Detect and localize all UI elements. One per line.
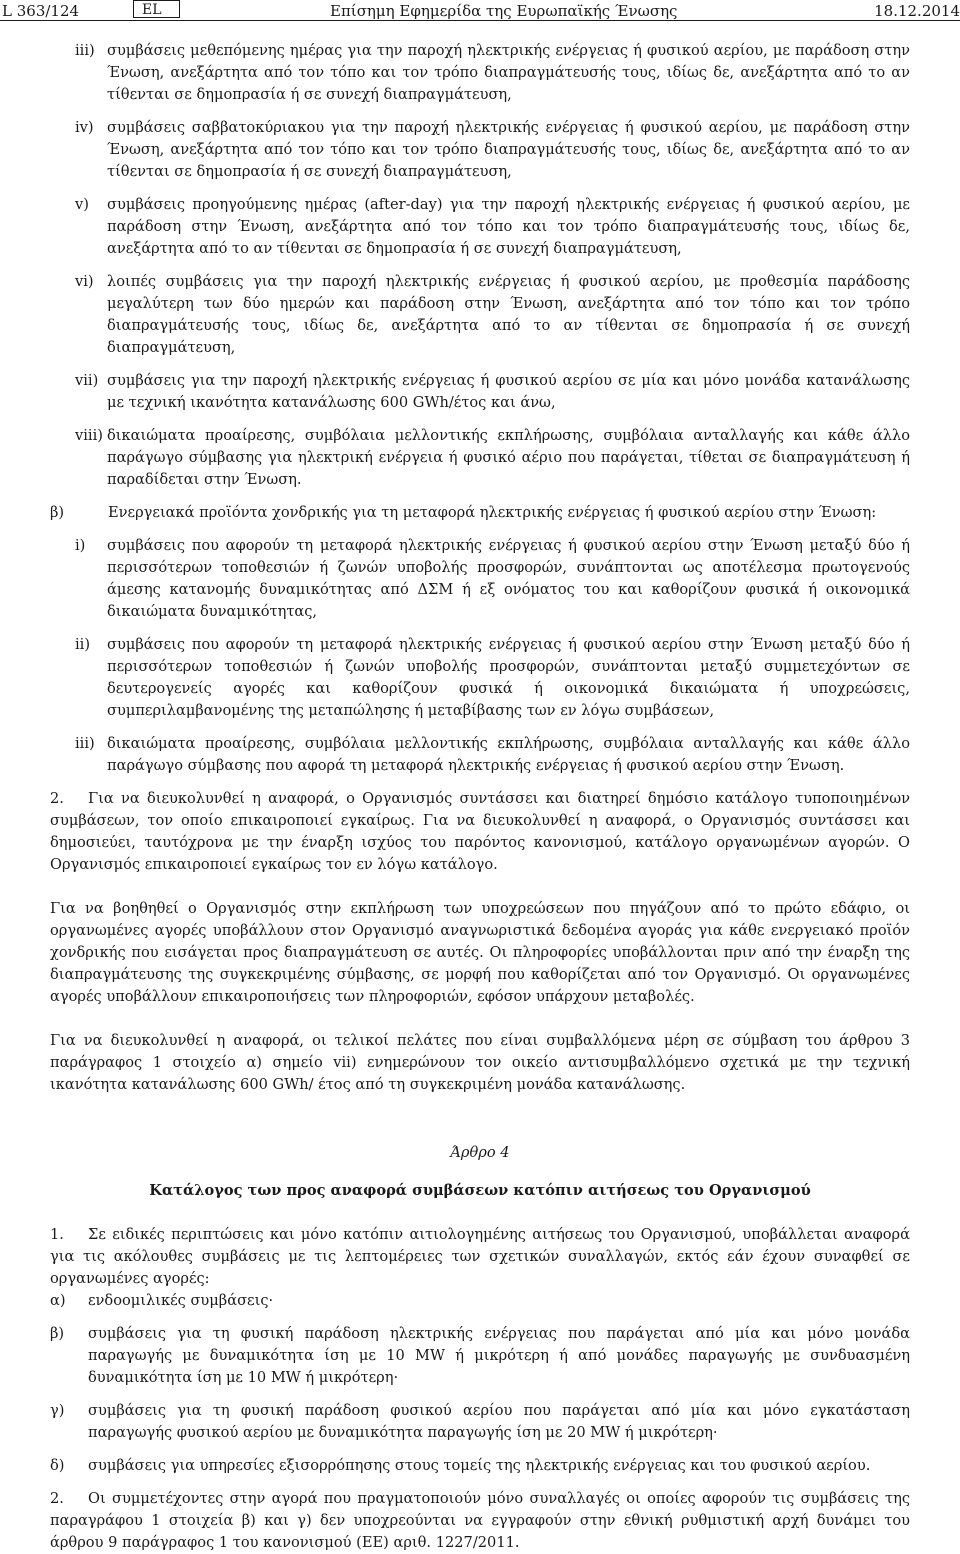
language-badge: EL (133, 0, 180, 18)
paragraph-text: Σε ειδικές περιπτώσεις και μόνο κατόπιν αιτιολογημένης αιτήσεως του Οργανισμού, υποβάλλεται αναφορά για τις ακόλουθες συμβάσεις με τις λεπτομέρειες των σχετικών συναλλαγών, εκτός εάν έχουν συναφθεί σε οργανωμένες αγορές: (50, 1226, 910, 1287)
list-item (50, 634, 910, 722)
item-label: δ) (50, 1457, 65, 1474)
list-item (50, 1400, 910, 1444)
item-label: β) (50, 1325, 65, 1342)
item-text: συμβάσεις που αφορούν τη μεταφορά ηλεκτρικής ενέργειας ή φυσικού αερίου στην Ένωση μεταξύ δύο ή περισσότερων τοποθεσιών ή ζωνών υποβολής προσφορών, συνάπτονται μεταξύ συμμετεχόντων σε δευτερογενείς αγορές και καθορίζουν φυσικά ή οικονομικά δικαιώματα ή υποχρεώσεις, συμπεριλαμβανομένης της μεταπώλησης ή μεταβίβασης των εν λόγω συμβάσεων, (107, 636, 910, 719)
article-paragraph-1 (50, 1224, 910, 1290)
article-paragraph-2 (50, 1488, 910, 1554)
journal-title: Επίσημη Εφημερίδα της Ευρωπαϊκής Ένωσης (330, 2, 678, 20)
list-item (50, 1455, 910, 1477)
item-text: ενδοομιλικές συμβάσεις· (88, 1292, 274, 1309)
header-rule (0, 20, 960, 21)
item-label: viii) (75, 427, 103, 444)
page-reference: L 363/124 (2, 2, 80, 20)
item-label: iv) (75, 119, 94, 136)
item-text: συμβάσεις που αφορούν τη μεταφορά ηλεκτρικής ενέργειας ή φυσικού αερίου στην Ένωση μεταξύ δύο ή περισσότερων τοποθεσιών ή ζωνών υποβολής προσφορών, συνάπτονται ως αποτέλεσμα πρωτογενούς άμεσης κατανομής δυναμικότητας από ΔΣΜ ή εξ ονόματος του και καθορίζουν φυσικά ή οικονομικά δικαιώματα δυναμικότητας, (107, 537, 910, 620)
paragraph-text: Για να διευκολυνθεί η αναφορά, ο Οργανισμός συντάσσει και διατηρεί δημόσιο κατάλογο τυποποιημένων συμβάσεων, τον οποίο επικαιροποιεί εγκαίρως. Για να διευκολυνθεί η αναφορά, ο Οργανισμός συντάσσει και δημοσιεύει, ταυτόχρονα με την έναρξη ισχύος του παρόντος κανονισμού, κατάλογο οργανωμένων αγορών. Ο Οργανισμός επικαιροποιεί εγκαίρως τον εν λόγω κατάλογο. (50, 790, 910, 873)
item-text: λοιπές συμβάσεις για την παροχή ηλεκτρικής ενέργειας ή φυσικού αερίου, με προθεσμία παράδοσης μεγαλύτερη των δύο ημερών και παράδοση στην Ένωση, ανεξάρτητα από τον τόπο και τον τρόπο διαπραγμάτευσής τους, ιδίως δε, ανεξάρτητα από το αν τίθενται σε δημοπρασία ή σε συνεχή διαπραγμάτευση, (107, 273, 910, 356)
section-label: β) (50, 504, 65, 521)
item-label: ii) (75, 636, 91, 653)
item-label: i) (75, 537, 86, 554)
paragraph-assist: Για να βοηθηθεί ο Οργανισμός στην εκπλήρωση των υποχρεώσεων που πηγάζουν από το πρώτο εδάφιο, οι οργανωμένες αγορές υποβάλλουν στον Οργανισμό αναγνωριστικά δεδομένα αγοράς για κάθε ενεργειακό προϊόν χονδρικής που εισάγεται προς διαπραγμάτευση σε αυτές. Οι πληροφορίες υποβάλλονται πριν από την έναρξη της διαπραγμάτευσης της συγκεκριμένης σύμβασης, σε μορφή που καθορίζεται από τον Οργανισμό. Οι οργανωμένες αγορές υποβάλλουν επικαιροποιήσεις των πληροφοριών, εφόσον υπάρχουν μεταβολές. (50, 900, 910, 1005)
paragraph-number: 2. (50, 1490, 64, 1507)
list-item (50, 425, 910, 491)
article-heading: Κατάλογος των προς αναφορά συμβάσεων κατόπιν αιτήσεως του Οργανισμού (149, 1182, 811, 1199)
item-label: vii) (75, 372, 99, 389)
item-text: συμβάσεις μεθεπόμενης ημέρας για την παροχή ηλεκτρικής ενέργειας ή φυσικού αερίου, με παράδοση στην Ένωση, ανεξάρτητα από τον τόπο και τον τρόπο διαπραγμάτευσής τους, ιδίως δε, ανεξάρτητα από το αν τίθενται σε δημοπρασία ή σε συνεχή διαπραγμάτευση, (107, 42, 910, 103)
item-text: συμβάσεις προηγούμενης ημέρας (after-day) για την παροχή ηλεκτρικής ενέργειας ή φυσικού αερίου, με παράδοση στην Ένωση, ανεξάρτητα από τον τόπο και τον τρόπο διαπραγμάτευσής τους, ιδίως δε, ανεξάρτητα από το αν τίθενται σε δημοπρασία ή σε συνεχή διαπραγμάτευση, (107, 196, 910, 257)
paragraph-final-customers: Για να διευκολυνθεί η αναφορά, οι τελικοί πελάτες που είναι συμβαλλόμενα μέρη σε σύμβαση του άρθρου 3 παράγραφος 1 στοιχείο α) σημείο vii) ενημερώνουν τον οικείο αντισυμβαλλόμενο σχετικά με την τεχνική ικανότητα κατανάλωσης 600 GWh/ έτος από τη συγκεκριμένη μονάδα κατανάλωσης. (50, 1032, 910, 1093)
item-text: συμβάσεις σαββατοκύριακου για την παροχή ηλεκτρικής ενέργειας ή φυσικού αερίου, με παράδοση στην Ένωση, ανεξάρτητα από τον τόπο και τον τρόπο διαπραγμάτευσής τους, ιδίως δε, ανεξάρτητα από το αν τίθενται σε δημοπρασία ή σε συνεχή διαπραγμάτευση, (107, 119, 910, 180)
item-text: συμβάσεις για τη φυσική παράδοση ηλεκτρικής ενέργειας που παράγεται από μία και μόνο μονάδα παραγωγής με δυναμικότητα ίση με 10 MW ή μικρότερη ή από μονάδες παραγωγής με συνδυασμένη δυναμικότητα ίση με 10 MW ή μικρότερη· (88, 1325, 910, 1386)
item-label: iii) (75, 42, 95, 59)
item-text: δικαιώματα προαίρεσης, συμβόλαια μελλοντικής εκπλήρωσης, συμβόλαια ανταλλαγής και κάθε άλλο παράγωγο σύμβασης για ηλεκτρική ενέργεια ή φυσικό αέριο που παράγεται, τίθεται σε διαπραγμάτευση ή παραδίδεται στην Ένωση. (107, 427, 910, 488)
item-label: iii) (75, 735, 95, 752)
document-body (50, 40, 910, 1554)
section-b-heading (50, 502, 910, 524)
list-item (50, 117, 910, 183)
item-text: δικαιώματα προαίρεσης, συμβόλαια μελλοντικής εκπλήρωσης, συμβόλαια ανταλλαγής και κάθε άλλο παράγωγο σύμβασης που αφορά τη μεταφορά ηλεκτρικής ενέργειας ή φυσικού αερίου στην Ένωση. (107, 735, 910, 774)
item-label: v) (75, 196, 89, 213)
list-item (50, 535, 910, 623)
paragraph-number: 1. (50, 1226, 64, 1243)
article-title: Άρθρο 4 (450, 1144, 510, 1161)
list-item (50, 1323, 910, 1389)
item-label: vi) (75, 273, 94, 290)
item-label: α) (50, 1292, 66, 1309)
item-text: συμβάσεις για τη φυσική παράδοση φυσικού αερίου που παράγεται από μία και μόνο εγκατάσταση παραγωγής φυσικού αερίου με δυναμικότητα παραγωγής ίση με 20 MW ή μικρότερη· (88, 1402, 910, 1441)
paragraph-2 (50, 788, 910, 876)
list-item (50, 733, 910, 777)
item-text: συμβάσεις για την παροχή ηλεκτρικής ενέργειας ή φυσικού αερίου σε μία και μόνο μονάδα κατανάλωσης με τεχνική ικανότητα κατανάλωσης 600 GWh/έτος και άνω, (107, 372, 910, 411)
list-item (50, 271, 910, 359)
list-item (50, 370, 910, 414)
publication-date: 18.12.2014 (874, 2, 960, 20)
section-text: Ενεργειακά προϊόντα χονδρικής για τη μεταφορά ηλεκτρικής ενέργειας ή φυσικού αερίου στην Ένωση: (108, 504, 877, 521)
list-item (50, 40, 910, 106)
item-text: συμβάσεις για υπηρεσίες εξισορρόπησης στους τομείς της ηλεκτρικής ενέργειας και του φυσικού αερίου. (88, 1457, 871, 1474)
list-item (50, 1290, 910, 1312)
page-header (0, 0, 960, 22)
item-label: γ) (50, 1402, 65, 1419)
paragraph-text: Οι συμμετέχοντες στην αγορά που πραγματοποιούν μόνο συναλλαγές οι οποίες αφορούν τις συμβάσεις της παραγράφου 1 στοιχεία β) και γ) δεν υποχρεούνται να εγγραφούν στην εθνική ρυθμιστική αρχή δυνάμει του άρθρου 9 παράγραφος 1 του κανονισμού (ΕΕ) αριθ. 1227/2011. (50, 1490, 910, 1551)
paragraph-number: 2. (50, 790, 64, 807)
list-item (50, 194, 910, 260)
